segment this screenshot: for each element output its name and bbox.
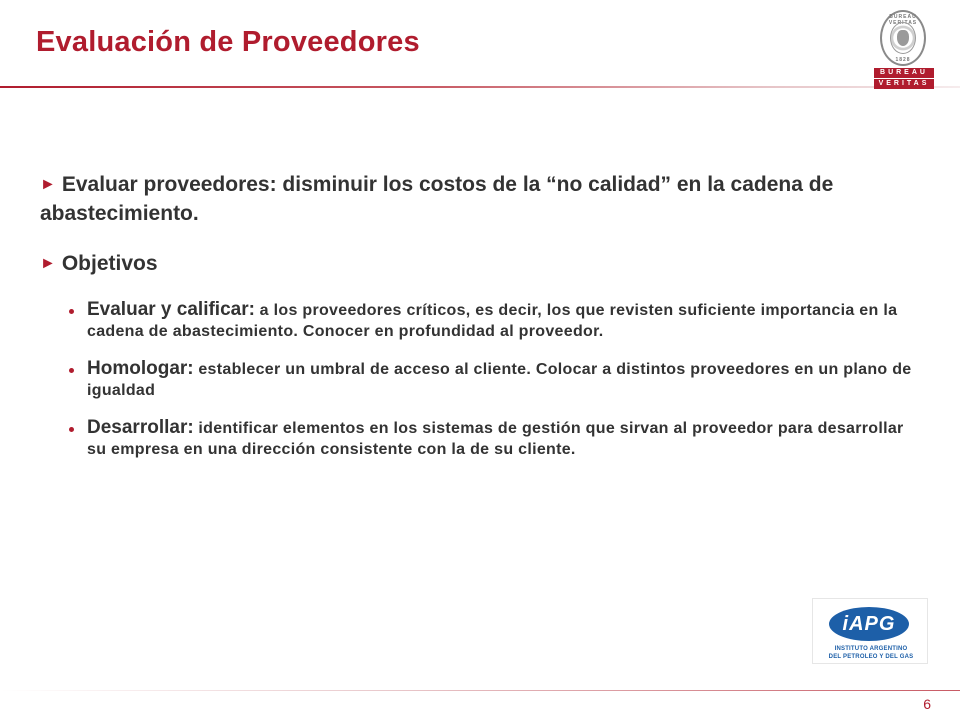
slide-body <box>40 170 920 476</box>
arrow-bullet-icon: ► <box>40 176 56 193</box>
seal-emblem-icon <box>897 30 909 46</box>
sub-bullet-text: identificar elementos en los sistemas de gestión que sirvan al proveedor para desarrollar su empresa en una dirección consistente con la de su cliente. <box>87 420 904 458</box>
footer-divider <box>0 690 960 691</box>
sub-bullet-desarrollar <box>40 417 920 460</box>
bureau-veritas-logo <box>874 10 934 86</box>
slide-title: Evaluación de Proveedores <box>36 26 420 58</box>
logo-word-bureau: BUREAU <box>874 68 934 78</box>
dot-bullet-icon <box>69 309 74 314</box>
arrow-bullet-icon: ► <box>40 255 56 272</box>
iapg-mark-icon: iAPG <box>829 607 909 641</box>
bullet-text: Objetivos <box>61 252 158 275</box>
seal-year-text: 1828 <box>895 57 911 63</box>
iapg-logo <box>812 598 928 664</box>
logo-word-veritas: VERITAS <box>874 79 934 89</box>
bullet-evaluar-proveedores <box>40 170 920 228</box>
sub-bullet-evaluar-calificar <box>40 299 920 342</box>
sub-bullet-term: Evaluar y calificar: <box>87 299 255 320</box>
sub-bullet-homologar <box>40 358 920 401</box>
seal-top-text: BUREAU VERITAS <box>888 14 918 26</box>
bureau-veritas-seal-icon <box>880 10 926 66</box>
sub-bullet-text: a los proveedores críticos, es decir, los que revisten suficiente importancia en la cadena de abastecimiento. Conocer en profundidad al proveedor. <box>87 302 898 340</box>
bullet-objetivos <box>40 249 920 278</box>
page-number: 6 <box>923 696 931 712</box>
bullet-text: Evaluar proveedores: disminuir los costos de la “no calidad” en la cadena de abastecimiento. <box>40 173 834 225</box>
dot-bullet-icon <box>69 368 74 373</box>
title-divider <box>0 86 960 88</box>
objetivos-list <box>40 299 920 460</box>
sub-bullet-term: Homologar: <box>87 358 194 379</box>
sub-bullet-term: Desarrollar: <box>87 417 194 438</box>
dot-bullet-icon <box>69 427 74 432</box>
iapg-line-1: INSTITUTO ARGENTINO <box>834 646 908 652</box>
sub-bullet-text: establecer un umbral de acceso al cliente. Colocar a distintos proveedores en un plano de igualdad <box>87 361 912 399</box>
iapg-line-2: DEL PETROLEO Y DEL GAS <box>828 654 914 660</box>
